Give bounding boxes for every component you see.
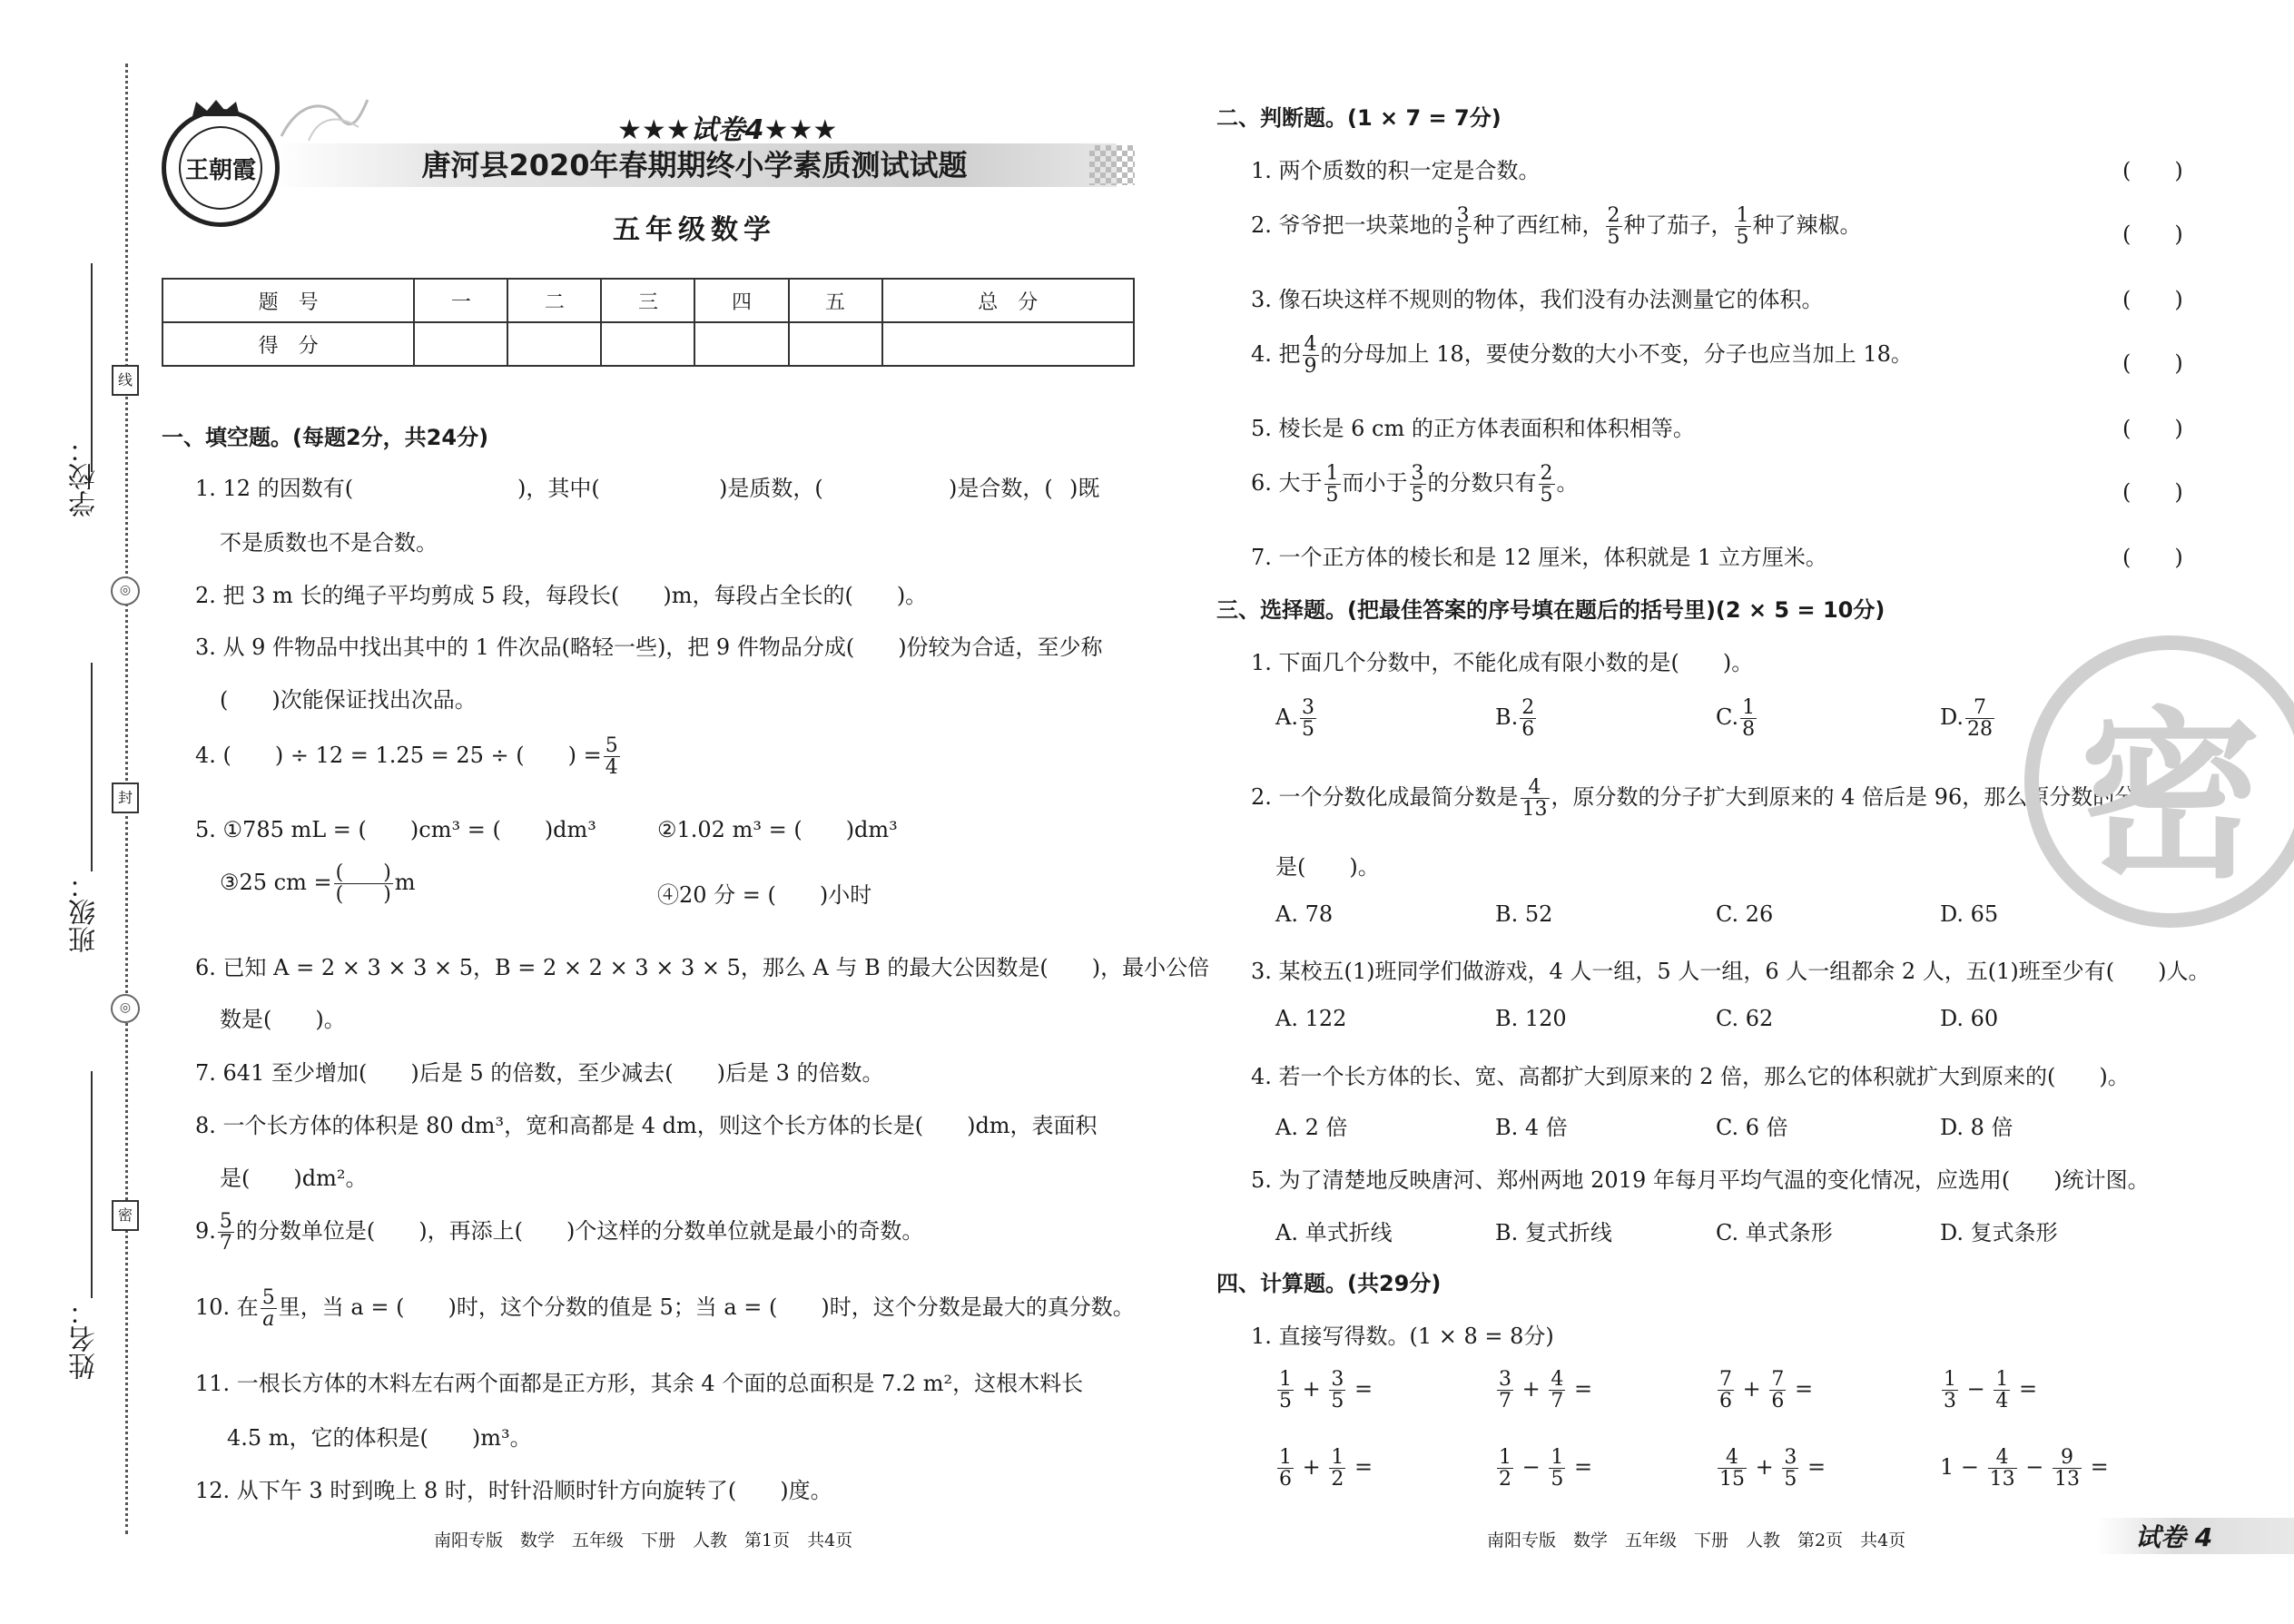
q1-part-a: 1. 12 的因数有(	[195, 476, 354, 501]
name-field[interactable]	[91, 1071, 93, 1298]
judge-q6: 6. 大于 $\frac{1}{5}$ 而小于 $\frac{3}{5}$ 的分数只有 $\frac{2}{5}$ 。	[1251, 462, 1579, 507]
seal-mark-feng: 封	[112, 782, 139, 813]
calc-item[interactable]: $\frac{3}{7}$ + $\frac{4}{7}$ =	[1499, 1368, 1593, 1413]
q3-line1: 3. 从 9 件物品中找出其中的 1 件次品(略轻一些)，把 9 件物品分成( )份较为合适，至少称	[195, 635, 1103, 660]
score-table	[162, 278, 1135, 367]
fraction: $\frac{3}{5}$	[1784, 1446, 1797, 1491]
ribbon-icon	[272, 91, 372, 145]
fraction: $\frac{3}{5}$	[1331, 1368, 1344, 1413]
judge-q7: 7. 一个正方体的棱长和是 12 厘米，体积就是 1 立方厘米。	[1251, 545, 1827, 570]
fraction: $\frac{2}{5}$	[1540, 462, 1553, 507]
calc-item[interactable]: $\frac{1}{5}$ + $\frac{3}{5}$ =	[1279, 1368, 1373, 1413]
fraction: $\frac{2}{5}$	[1607, 204, 1620, 250]
score-table-header-row	[162, 279, 1134, 322]
q4-expr: 4. ( ) ÷ 12 = 1.25 = 25 ÷ ( ) =	[195, 743, 602, 769]
table-cell: 三	[601, 279, 694, 322]
answer-paren[interactable]: ( )	[2122, 350, 2183, 376]
answer-paren[interactable]: ( )	[2122, 479, 2183, 505]
fraction: $\frac{1}{5}$	[1279, 1368, 1292, 1413]
fraction: $\frac{7}{6}$	[1719, 1368, 1732, 1413]
choice-option[interactable]: A. 78	[1275, 901, 1334, 927]
q1-part-c: )是质数，(	[719, 476, 823, 501]
section4-heading: 四、计算题。(共29分)	[1216, 1271, 1442, 1296]
footer-right: 南阳专版 数学 五年级 下册 人教 第2页 共4页	[1487, 1530, 1906, 1550]
choice-option[interactable]: B. $\frac{2}{6}$	[1495, 696, 1535, 742]
q5-part-c: ③25 cm = $\frac{( )}{( )}$ m	[220, 861, 416, 907]
q10-text: 10. 在 $\frac{5}{a}$ 里，当 a = ( )时，这个分数的值是 5；当 a = ( )时，这个分数是最大的真分数。	[195, 1286, 1135, 1332]
calc-item[interactable]: $\frac{1}{6}$ + $\frac{1}{2}$ =	[1279, 1446, 1373, 1491]
calc-item[interactable]: $\frac{7}{6}$ + $\frac{7}{6}$ =	[1719, 1368, 1814, 1413]
table-cell: 二	[507, 279, 601, 322]
q1-part-b: )，其中(	[517, 476, 600, 501]
choice-option[interactable]: A. 122	[1275, 1006, 1347, 1031]
calc-subheading: 1. 直接写得数。(1 × 8 = 8分)	[1251, 1324, 1554, 1349]
class-field[interactable]	[91, 663, 93, 871]
q2-text: 2. 把 3 m 长的绳子平均剪成 5 段，每段长( )m，每段占全长的( )。	[195, 583, 928, 608]
fraction: $\frac{3}{5}$	[1456, 204, 1470, 250]
fraction: $\frac{4}{15}$	[1719, 1446, 1745, 1491]
fraction: $\frac{3}{5}$	[1301, 696, 1314, 742]
q6-line2: 数是( )。	[220, 1007, 346, 1032]
fraction: $\frac{4}{13}$	[1989, 1446, 2015, 1491]
fraction: $\frac{7}{6}$	[1771, 1368, 1785, 1413]
q5-part-d: ④20 分 = ( )小时	[657, 882, 872, 908]
choice-option[interactable]: C. 6 倍	[1716, 1115, 1788, 1140]
fraction: $\frac{5}{4}$	[605, 734, 618, 780]
fraction: $\frac{1}{2}$	[1331, 1446, 1344, 1491]
school-label: 学校：	[69, 436, 101, 517]
choice-option[interactable]: B. 52	[1495, 901, 1553, 927]
score-cell[interactable]	[414, 322, 507, 366]
fraction: $\frac{9}{13}$	[2054, 1446, 2081, 1491]
publisher-logo	[162, 109, 280, 227]
footer-left: 南阳专版 数学 五年级 下册 人教 第1页 共4页	[434, 1530, 853, 1550]
q7-text: 7. 641 至少增加( )后是 5 的倍数，至少减去( )后是 3 的倍数。	[195, 1060, 884, 1086]
exam-title: 唐河县2020年春期期终小学素质测试试题	[421, 148, 968, 182]
q5-part-a: 5. ①785 mL = ( )cm³ = ( )dm³	[195, 817, 596, 842]
section1-heading: 一、填空题。(每题2分，共24分)	[162, 425, 489, 450]
choice-option[interactable]: D. 复式条形	[1940, 1220, 2058, 1245]
fraction: $\frac{3}{7}$	[1499, 1368, 1511, 1413]
score-cell[interactable]	[601, 322, 694, 366]
q9-text: 9. $\frac{5}{7}$ 的分数单位是( )，再添上( )个这样的分数单位就是最小的奇数。	[195, 1210, 924, 1255]
table-cell: 题 号	[162, 279, 414, 322]
calc-item[interactable]: $\frac{1}{3}$ − $\frac{1}{4}$ =	[1944, 1368, 2038, 1413]
choice-q2-line2: 是( )。	[1275, 854, 1380, 880]
score-table-score-row	[162, 322, 1134, 366]
section3-heading: 三、选择题。(把最佳答案的序号填在题后的括号里)(2 × 5 = 10分)	[1216, 597, 1885, 623]
exam-subtitle: 五年级数学	[613, 214, 776, 246]
binding-hole-icon: ◎	[111, 576, 140, 605]
school-field[interactable]	[91, 263, 93, 472]
q11-line1: 11. 一根长方体的木料左右两个面都是正方形，其余 4 个面的总面积是 7.2 m²，这根木料长	[195, 1371, 1084, 1396]
fraction: $\frac{( )}{( )}$	[335, 861, 391, 907]
judge-q1: 1. 两个质数的积一定是合数。	[1251, 158, 1541, 183]
fraction: $\frac{1}{3}$	[1944, 1368, 1956, 1413]
choice-option[interactable]: C. 62	[1716, 1006, 1774, 1031]
logo-text: 王朝霞	[179, 126, 262, 210]
score-cell[interactable]	[507, 322, 601, 366]
choice-option[interactable]: A. $\frac{3}{5}$	[1275, 696, 1314, 742]
choice-option[interactable]: D. 60	[1940, 1006, 1999, 1031]
choice-q2: 2. 一个分数化成最简分数是 $\frac{4}{13}$ ，原分数的分子扩大到原来的 4 倍后是 96，那么原分数的分母	[1251, 776, 2159, 822]
calc-item[interactable]: $\frac{1}{2}$ − $\frac{1}{5}$ =	[1499, 1446, 1593, 1491]
answer-paren[interactable]: ( )	[2122, 416, 2183, 441]
table-cell: 得 分	[162, 322, 414, 366]
fraction: $\frac{1}{4}$	[1995, 1368, 2009, 1413]
score-cell[interactable]	[789, 322, 882, 366]
q11-line2: 4.5 m，它的体积是( )m³。	[227, 1425, 532, 1451]
choice-option[interactable]: D. 8 倍	[1940, 1115, 2013, 1140]
choice-option[interactable]: D. 65	[1940, 901, 1999, 927]
choice-option[interactable]: B. 120	[1495, 1006, 1567, 1031]
section2-heading: 二、判断题。(1 × 7 = 7分)	[1216, 105, 1501, 131]
fraction: $\frac{2}{6}$	[1521, 696, 1535, 742]
fraction: $\frac{1}{2}$	[1499, 1446, 1511, 1491]
calc-item[interactable]: $\frac{4}{15}$ + $\frac{3}{5}$ =	[1719, 1446, 1826, 1491]
choice-q5: 5. 为了清楚地反映唐河、郑州两地 2019 年每月平均气温的变化情况，应选用( )统计图。	[1251, 1167, 2150, 1193]
q8-line1: 8. 一个长方体的体积是 80 dm³，宽和高都是 4 dm，则这个长方体的长是( )dm，表面积	[195, 1113, 1098, 1138]
table-cell: 四	[694, 279, 788, 322]
answer-paren[interactable]: ( )	[2122, 545, 2183, 570]
seal-mark-xian: 线	[112, 365, 139, 396]
judge-q3: 3. 像石块这样不规则的物体，我们没有办法测量它的体积。	[1251, 287, 1824, 312]
fraction: $\frac{5}{7}$	[219, 1210, 232, 1255]
class-label: 班级：	[69, 871, 101, 953]
choice-option[interactable]: B. 4 倍	[1495, 1115, 1568, 1140]
fraction: $\frac{1}{6}$	[1279, 1446, 1292, 1491]
score-cell[interactable]	[694, 322, 788, 366]
score-cell[interactable]	[882, 322, 1134, 366]
fraction: $\frac{4}{9}$	[1304, 333, 1317, 379]
binding-hole-icon: ◎	[111, 994, 140, 1023]
seal-mark-mi: 密	[112, 1200, 139, 1231]
q3-line2: ( )次能保证找出次品。	[220, 687, 477, 713]
q4-text	[195, 735, 622, 778]
q6-line1: 6. 已知 A = 2 × 3 × 3 × 5，B = 2 × 2 × 3 × 3 × 5，那么 A 与 B 的最大公因数是( )，最小公倍	[195, 955, 1210, 980]
choice-option[interactable]: B. 复式折线	[1495, 1220, 1612, 1245]
choice-q4: 4. 若一个长方体的长、宽、高都扩大到原来的 2 倍，那么它的体积就扩大到原来的( )。	[1251, 1064, 2130, 1089]
fraction: $\frac{1}{5}$	[1736, 204, 1749, 250]
fraction: $\frac{3}{5}$	[1411, 462, 1424, 507]
table-cell: 总 分	[882, 279, 1134, 322]
choice-q3: 3. 某校五(1)班同学们做游戏，4 人一组，5 人一组，6 人一组都余 2 人，五(1)班至少有( )人。	[1251, 959, 2210, 984]
answer-paren[interactable]: ( )	[2122, 287, 2183, 312]
judge-q4: 4. 把 $\frac{4}{9}$ 的分母加上 18，要使分数的大小不变，分子也应当加上 18。	[1251, 333, 1913, 379]
choice-option[interactable]: A. 单式折线	[1275, 1220, 1393, 1245]
secret-watermark: 密	[2024, 635, 2294, 928]
q12-text: 12. 从下午 3 时到晚上 8 时，时针沿顺时针方向旋转了( )度。	[195, 1478, 832, 1503]
fraction: $\frac{5}{a}$	[261, 1286, 275, 1332]
choice-option[interactable]: C. 26	[1716, 901, 1774, 927]
name-label: 姓名：	[69, 1298, 101, 1380]
q5-part-b: ②1.02 m³ = ( )dm³	[657, 817, 898, 842]
calc-item[interactable]: 1 − $\frac{4}{13}$ − $\frac{9}{13}$ =	[1940, 1446, 2109, 1491]
judge-q5: 5. 棱长是 6 cm 的正方体表面积和体积相等。	[1251, 416, 1695, 441]
table-cell: 五	[789, 279, 882, 322]
choice-option[interactable]: C. $\frac{1}{8}$	[1716, 696, 1756, 742]
paper-number-tag: ★★★试卷4★★★	[617, 114, 838, 146]
corner-paper-tag: 试卷 4	[2135, 1522, 2213, 1552]
answer-paren[interactable]: ( )	[2122, 221, 2183, 247]
fraction: $\frac{1}{5}$	[1325, 462, 1339, 507]
fraction: $\frac{4}{7}$	[1551, 1368, 1564, 1413]
choice-option[interactable]: D. $\frac{7}{28}$	[1940, 696, 1994, 742]
q1-part-d: )是合数，(	[949, 476, 1053, 501]
crown-icon	[189, 98, 243, 118]
q8-line2: 是( )dm²。	[220, 1166, 368, 1191]
fraction: $\frac{1}{8}$	[1742, 696, 1756, 742]
fraction: $\frac{7}{28}$	[1967, 696, 1994, 742]
choice-q1: 1. 下面几个分数中，不能化成有限小数的是( )。	[1251, 650, 1754, 675]
table-cell: 一	[414, 279, 507, 322]
fraction: $\frac{4}{13}$	[1521, 776, 1548, 822]
judge-q2: 2. 爷爷把一块菜地的 $\frac{3}{5}$ 种了西红柿， $\frac{2}{5}$ 种了茄子， $\frac{1}{5}$ 种了辣椒。	[1251, 204, 1862, 250]
q1-line2: 不是质数也不是合数。	[220, 530, 438, 556]
choice-option[interactable]: C. 单式条形	[1716, 1220, 1833, 1245]
answer-paren[interactable]: ( )	[2122, 158, 2183, 183]
fraction: $\frac{1}{5}$	[1551, 1446, 1564, 1491]
choice-option[interactable]: A. 2 倍	[1275, 1115, 1348, 1140]
q1-part-e: )既	[1069, 476, 1100, 501]
